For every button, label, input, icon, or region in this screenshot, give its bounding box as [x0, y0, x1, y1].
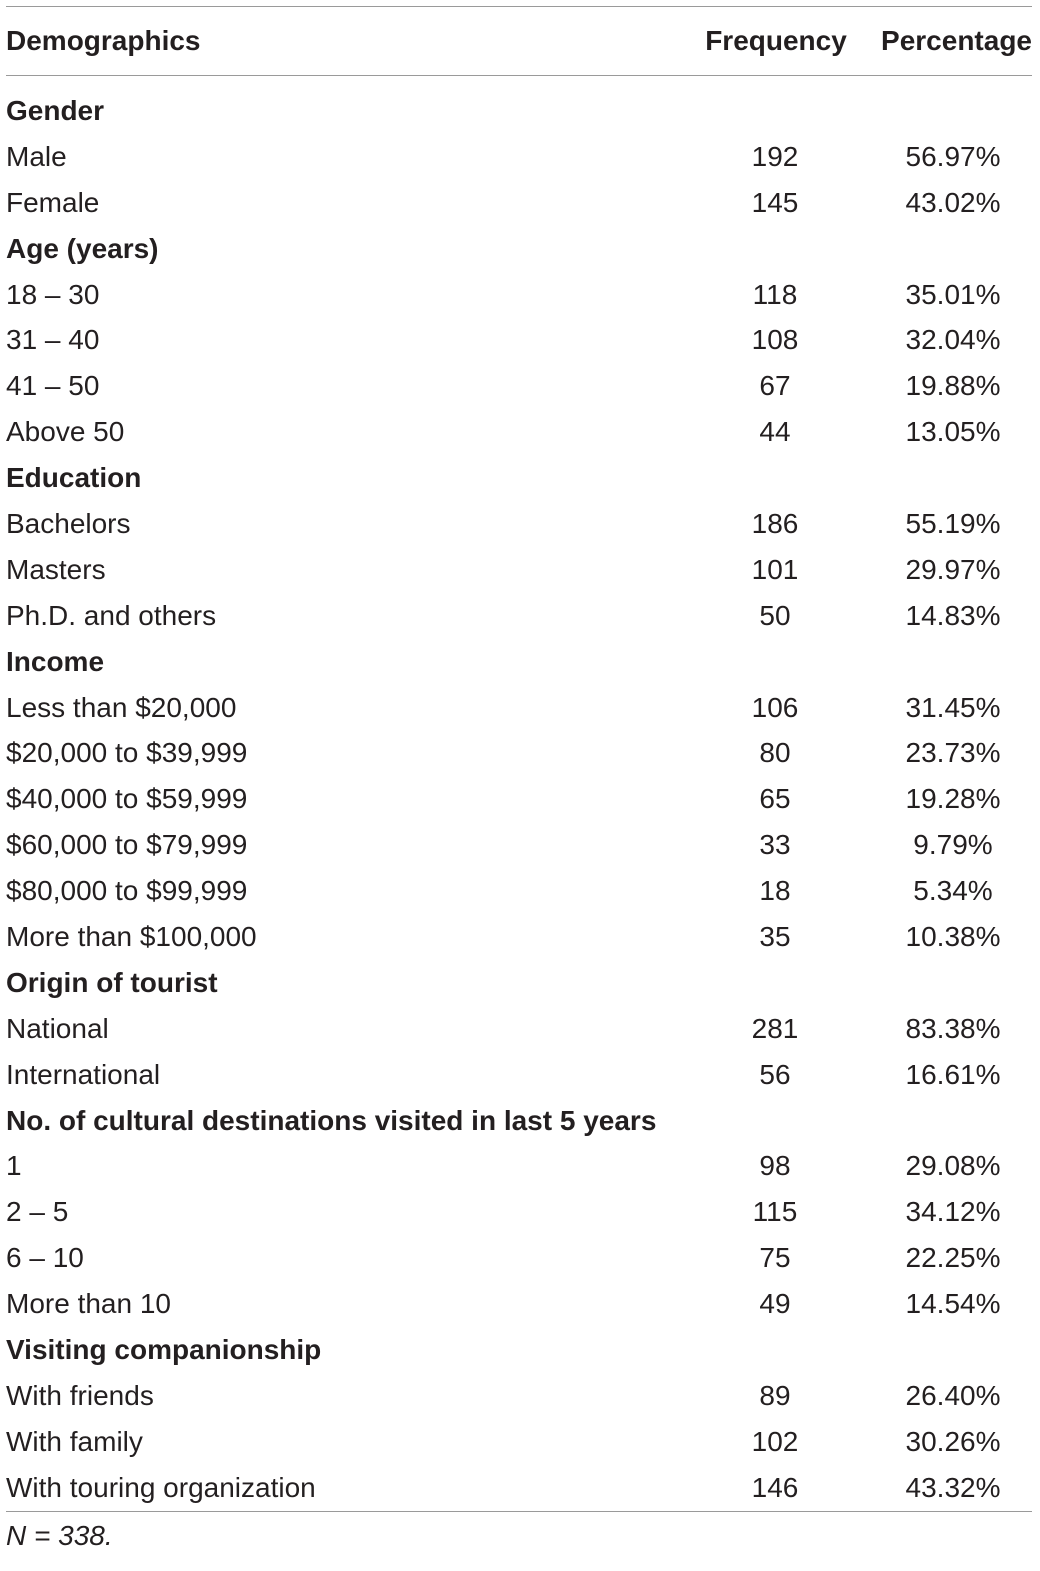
- table-row: [6, 914, 1032, 960]
- row-frequency: 65: [759, 783, 791, 815]
- row-label: $60,000 to $79,999: [6, 829, 248, 861]
- table-row: [6, 134, 1032, 180]
- table-row: [6, 272, 1032, 318]
- row-label: Ph.D. and others: [6, 599, 217, 631]
- row-percentage: 9.79%: [913, 829, 993, 861]
- table-row: [6, 822, 1032, 868]
- demographics-table: [6, 7, 1032, 75]
- row-label: $40,000 to $59,999: [6, 783, 248, 815]
- row-frequency: 18: [759, 875, 791, 907]
- header-demographics: Demographics: [6, 25, 201, 56]
- section-title: Education: [6, 462, 142, 494]
- row-label: 2 – 5: [6, 1196, 69, 1228]
- row-frequency: 98: [759, 1150, 791, 1182]
- row-label: With touring organization: [6, 1471, 316, 1503]
- row-percentage: 43.02%: [905, 186, 1001, 218]
- row-label: 6 – 10: [6, 1242, 84, 1274]
- row-percentage: 29.08%: [905, 1150, 1001, 1182]
- row-percentage: 14.54%: [905, 1288, 1001, 1320]
- section-header-row: [6, 1327, 1032, 1373]
- row-frequency: 192: [751, 140, 799, 172]
- table-footnote: N = 338.: [6, 1519, 113, 1551]
- row-label: $80,000 to $99,999: [6, 875, 248, 907]
- row-label: Masters: [6, 553, 106, 585]
- section-title: No. of cultural destinations visited in last 5 years: [6, 1104, 657, 1136]
- row-label: 18 – 30: [6, 278, 100, 310]
- section-title: Age (years): [6, 232, 159, 264]
- table-row: [6, 409, 1032, 455]
- section-header-row: [6, 639, 1032, 685]
- row-percentage: 34.12%: [905, 1196, 1001, 1228]
- row-label: With family: [6, 1425, 143, 1457]
- row-percentage: 23.73%: [905, 737, 1001, 769]
- row-label: $20,000 to $39,999: [6, 737, 248, 769]
- row-percentage: 16.61%: [905, 1058, 1001, 1090]
- table-bottom-rule: [6, 1511, 1032, 1512]
- row-label: Female: [6, 186, 100, 218]
- row-percentage: 5.34%: [913, 875, 993, 907]
- row-frequency: 35: [759, 920, 791, 952]
- row-percentage: 31.45%: [905, 691, 1001, 723]
- header-frequency: Frequency: [705, 25, 847, 56]
- row-percentage: 19.28%: [905, 783, 1001, 815]
- table-row: [6, 1373, 1032, 1419]
- row-percentage: 30.26%: [905, 1425, 1001, 1457]
- row-frequency: 56: [759, 1058, 791, 1090]
- row-frequency: 186: [751, 507, 799, 539]
- table-row: [6, 593, 1032, 639]
- table-row: [6, 1006, 1032, 1052]
- table-row: [6, 363, 1032, 409]
- row-frequency: 108: [751, 324, 799, 356]
- row-frequency: 75: [759, 1242, 791, 1274]
- row-frequency: 145: [751, 186, 799, 218]
- table-row: [6, 776, 1032, 822]
- section-title: Origin of tourist: [6, 966, 218, 998]
- row-percentage: 19.88%: [905, 370, 1001, 402]
- row-label: More than $100,000: [6, 920, 257, 952]
- row-frequency: 50: [759, 599, 791, 631]
- demographics-table-body: [6, 76, 1032, 1511]
- table-row: [6, 1281, 1032, 1327]
- table-row: [6, 1143, 1032, 1189]
- row-percentage: 83.38%: [905, 1012, 1001, 1044]
- row-frequency: 80: [759, 737, 791, 769]
- table-row: [6, 317, 1032, 363]
- row-frequency: 44: [759, 416, 791, 448]
- row-label: Less than $20,000: [6, 691, 237, 723]
- section-header-row: [6, 455, 1032, 501]
- row-frequency: 101: [751, 553, 799, 585]
- row-percentage: 22.25%: [905, 1242, 1001, 1274]
- section-title: Income: [6, 645, 105, 677]
- row-percentage: 29.97%: [905, 553, 1001, 585]
- header-percentage: Percentage: [881, 25, 1032, 56]
- section-header-row: [6, 88, 1032, 134]
- row-percentage: 26.40%: [905, 1379, 1001, 1411]
- row-label: Male: [6, 140, 67, 172]
- table-row: [6, 1419, 1032, 1465]
- row-frequency: 102: [751, 1425, 799, 1457]
- row-label: National: [6, 1012, 109, 1044]
- table-row: [6, 547, 1032, 593]
- row-percentage: 14.83%: [905, 599, 1001, 631]
- table-row: [6, 1465, 1032, 1511]
- row-label: Bachelors: [6, 507, 131, 539]
- table-body: [6, 76, 1032, 1511]
- row-frequency: 118: [752, 278, 798, 310]
- section-header-row: [6, 960, 1032, 1006]
- section-title: Gender: [6, 94, 105, 126]
- table-row: [6, 685, 1032, 731]
- table-row: [6, 1189, 1032, 1235]
- table-row: [6, 1235, 1032, 1281]
- row-percentage: 55.19%: [905, 507, 1001, 539]
- row-frequency: 67: [759, 370, 791, 402]
- row-percentage: 43.32%: [905, 1471, 1001, 1503]
- row-frequency: 146: [751, 1471, 799, 1503]
- table-row: [6, 730, 1032, 776]
- section-title: Visiting companionship: [6, 1333, 322, 1365]
- section-header-row: [6, 226, 1032, 272]
- table-header-row: [6, 7, 1032, 75]
- row-frequency: 281: [751, 1012, 799, 1044]
- section-header-row: [6, 1098, 1032, 1144]
- row-frequency: 49: [759, 1288, 791, 1320]
- row-frequency: 33: [759, 829, 791, 861]
- row-frequency: 89: [759, 1379, 791, 1411]
- row-percentage: 13.05%: [905, 416, 1001, 448]
- row-label: 1: [6, 1150, 22, 1182]
- row-label: 41 – 50: [6, 370, 100, 402]
- row-label: 31 – 40: [6, 324, 100, 356]
- row-frequency: 115: [752, 1196, 798, 1228]
- table-row: [6, 501, 1032, 547]
- table-row: [6, 180, 1032, 226]
- row-frequency: 106: [751, 691, 799, 723]
- demographics-table-container: [6, 6, 1032, 1556]
- row-label: With friends: [6, 1379, 154, 1411]
- row-percentage: 56.97%: [905, 140, 1001, 172]
- row-percentage: 32.04%: [905, 324, 1001, 356]
- row-label: More than 10: [6, 1288, 171, 1320]
- row-percentage: 10.38%: [905, 920, 1001, 952]
- row-percentage: 35.01%: [905, 278, 1001, 310]
- table-row: [6, 1052, 1032, 1098]
- row-label: Above 50: [6, 416, 125, 448]
- row-label: International: [6, 1058, 161, 1090]
- table-row: [6, 868, 1032, 914]
